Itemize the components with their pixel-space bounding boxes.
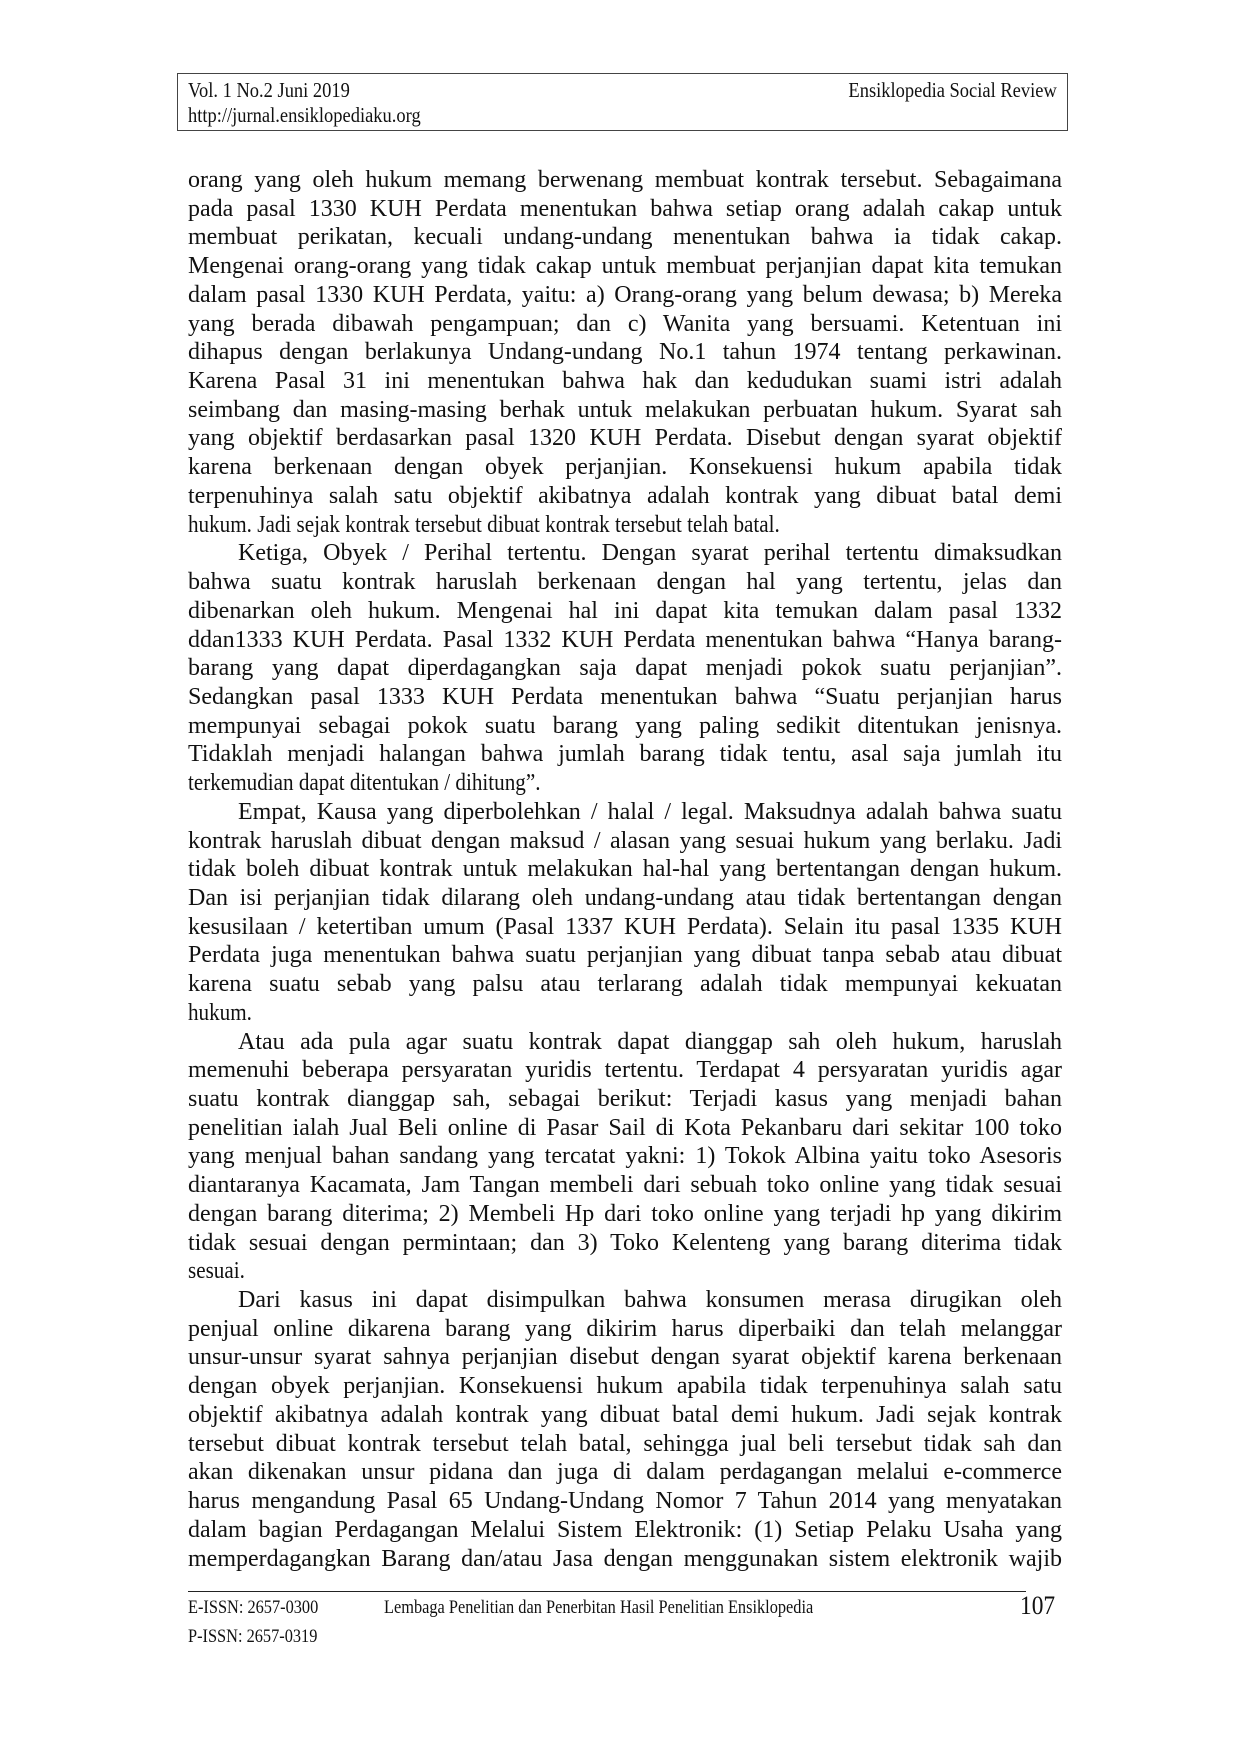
text-line [188, 195, 1062, 224]
text-line [188, 1343, 1062, 1372]
text-line [188, 1171, 1062, 1200]
text-line [188, 396, 1062, 425]
text-line [188, 252, 1062, 281]
text-line [188, 310, 1062, 339]
text-line-content: karena suatu sebab yang palsu atau terlarang adalah tidak mempunyai kekuatan [188, 971, 1062, 998]
text-line [188, 740, 1062, 769]
text-line [188, 453, 1062, 482]
text-line [188, 539, 1062, 568]
text-line-content: orang yang oleh hukum memang berwenang membuat kontrak tersebut. Sebagaimana [188, 167, 1062, 193]
footer-pissn: P-ISSN: 2657-0319 [188, 1626, 318, 1647]
text-line [188, 223, 1062, 252]
text-line [188, 1056, 1062, 1085]
text-line [188, 654, 1062, 683]
text-line-content: tersebut dibuat kontrak tersebut telah batal, sehingga jual beli tersebut tidak sah dan [188, 1430, 1062, 1457]
text-line [188, 1028, 1062, 1057]
text-line-content: penjual online dikarena barang yang dikirim harus diperbaiki dan telah melanggar [188, 1315, 1062, 1342]
text-line [188, 999, 1062, 1028]
text-line-content: Dari kasus ini dapat disimpulkan bahwa konsumen merasa dirugikan oleh [238, 1287, 1062, 1314]
text-line-content: yang berada dibawah pengampuan; dan c) Wanita yang bersuami. Ketentuan ini [188, 310, 1062, 337]
text-line [188, 482, 1062, 511]
text-line [188, 367, 1062, 396]
text-line-content: Ketiga, Obyek / Perihal tertentu. Dengan syarat perihal tertentu dimaksudkan [238, 540, 1062, 567]
text-line [188, 597, 1062, 626]
text-line-content: dengan barang diterima; 2) Membeli Hp dari toko online yang terjadi hp yang dikirim [188, 1200, 1062, 1227]
text-line-content: bahwa suatu kontrak haruslah berkenaan dengan hal yang tertentu, jelas dan [188, 569, 1062, 596]
text-line [188, 827, 1062, 856]
text-line [188, 941, 1062, 970]
text-line [188, 1458, 1062, 1487]
text-line-content: yang objektif berdasarkan pasal 1320 KUH Perdata. Disebut dengan syarat objektif [188, 425, 1062, 452]
text-line-content: terkemudian dapat ditentukan / dihitung”. [188, 770, 541, 797]
text-line-content: kontrak haruslah dibuat dengan maksud / alasan yang sesuai hukum yang berlaku. Jadi [188, 827, 1062, 854]
text-line-content: hukum. [188, 999, 252, 1026]
text-line-content: harus mengandung Pasal 65 Undang-Undang Nomor 7 Tahun 2014 yang menyatakan [188, 1488, 1062, 1515]
text-line-content: terpenuhinya salah satu objektif akibatnya adalah kontrak yang dibuat batal demi [188, 482, 1062, 509]
text-line [188, 1430, 1062, 1459]
text-line-content: memperdagangkan Barang dan/atau Jasa dengan menggunakan sistem elektronik wajib [188, 1545, 1062, 1572]
text-line [188, 798, 1062, 827]
text-line-content: unsur-unsur syarat sahnya perjanjian disebut dengan syarat objektif karena berkenaan [188, 1344, 1062, 1371]
text-line [188, 1315, 1062, 1344]
text-line-content: sesuai. [188, 1258, 245, 1285]
text-line-content: Sedangkan pasal 1333 KUH Perdata menentukan bahwa “Suatu perjanjian harus [188, 683, 1062, 710]
text-line [188, 1114, 1062, 1143]
text-line-content: Tidaklah menjadi halangan bahwa jumlah barang tidak tentu, asal saja jumlah itu [188, 741, 1062, 768]
text-line [188, 1142, 1062, 1171]
text-line-content: Karena Pasal 31 ini menentukan bahwa hak dan kedudukan suami istri adalah [188, 368, 1062, 395]
text-line [188, 884, 1062, 913]
text-line [188, 1200, 1062, 1229]
body-text [188, 166, 1062, 1573]
text-line [188, 1401, 1062, 1430]
text-line-content: dibenarkan oleh hukum. Mengenai hal ini dapat kita temukan dalam pasal 1332 [188, 597, 1062, 624]
text-line [188, 1257, 1062, 1286]
text-line [188, 1286, 1062, 1315]
text-line [188, 913, 1062, 942]
text-line-content: ddan1333 KUH Perdata. Pasal 1332 KUH Perdata menentukan bahwa “Hanya barang- [188, 626, 1062, 653]
text-line-content: barang yang dapat diperdagangkan saja dapat menjadi pokok suatu perjanjian”. [188, 655, 1062, 682]
journal-url: http://jurnal.ensiklopediaku.org [188, 103, 421, 127]
text-line-content: dalam pasal 1330 KUH Perdata, yaitu: a) Orang-orang yang belum dewasa; b) Mereka [188, 281, 1062, 308]
text-line-content: membuat perikatan, kecuali undang-undang menentukan bahwa ia tidak cakap. [188, 224, 1062, 251]
text-line-content: kesusilaan / ketertiban umum (Pasal 1337 KUH Perdata). Selain itu pasal 1335 KUH [188, 913, 1062, 940]
text-line [188, 970, 1062, 999]
text-line-content: Mengenai orang-orang yang tidak cakap untuk membuat perjanjian dapat kita temukan [188, 253, 1062, 280]
journal-title: Ensiklopedia Social Review [848, 78, 1057, 102]
text-line [188, 683, 1062, 712]
text-line [188, 1229, 1062, 1258]
text-line-content: tidak sesuai dengan permintaan; dan 3) Toko Kelenteng yang barang diterima tidak [188, 1229, 1062, 1256]
running-header [177, 73, 1068, 131]
text-line-content: hukum. Jadi sejak kontrak tersebut dibuat kontrak tersebut telah batal. [188, 511, 780, 538]
text-line [188, 1372, 1062, 1401]
footer-institution: Lembaga Penelitian dan Penerbitan Hasil Penelitian Ensiklopedia [384, 1597, 814, 1618]
text-line-content: akan dikenakan unsur pidana dan juga di dalam perdagangan melalui e-commerce [188, 1459, 1062, 1486]
text-line-content: Dan isi perjanjian tidak dilarang oleh undang-undang atau tidak bertentangan dengan [188, 884, 1062, 911]
text-line [188, 626, 1062, 655]
text-line [188, 166, 1062, 195]
journal-volume-issue: Vol. 1 No.2 Juni 2019 [188, 78, 350, 102]
page-number: 107 [1020, 1591, 1056, 1620]
footer-divider [188, 1591, 1026, 1592]
text-line-content: Perdata juga menentukan bahwa suatu perjanjian yang dibuat tanpa sebab atau dibuat [188, 942, 1062, 969]
text-line-content: diantaranya Kacamata, Jam Tangan membeli dari sebuah toko online yang tidak sesuai [188, 1172, 1062, 1199]
text-line-content: penelitian ialah Jual Beli online di Pasar Sail di Kota Pekanbaru dari sekitar 100 toko [188, 1114, 1062, 1141]
text-line-content: pada pasal 1330 KUH Perdata menentukan bahwa setiap orang adalah cakap untuk [188, 195, 1062, 222]
text-line-content: yang menjual bahan sandang yang tercatat yakni: 1) Tokok Albina yaitu toko Asesoris [188, 1143, 1062, 1170]
text-line-content: karena berkenaan dengan obyek perjanjian. Konsekuensi hukum apabila tidak [188, 454, 1062, 481]
text-line-content: seimbang dan masing-masing berhak untuk melakukan perbuatan hukum. Syarat sah [188, 396, 1062, 423]
text-line-content: dihapus dengan berlakunya Undang-undang No.1 tahun 1974 tentang perkawinan. [188, 339, 1062, 366]
text-line [188, 511, 1062, 540]
text-line [188, 1545, 1062, 1574]
text-line-content: mempunyai sebagai pokok suatu barang yang paling sedikit ditentukan jenisnya. [188, 712, 1062, 739]
text-line [188, 424, 1062, 453]
text-line [188, 769, 1062, 798]
text-line-content: objektif akibatnya adalah kontrak yang dibuat batal demi hukum. Jadi sejak kontrak [188, 1401, 1062, 1428]
text-line-content: Atau ada pula agar suatu kontrak dapat dianggap sah oleh hukum, haruslah [238, 1028, 1062, 1055]
text-line-content: memenuhi beberapa persyaratan yuridis tertentu. Terdapat 4 persyaratan yuridis agar [188, 1057, 1062, 1084]
text-line [188, 338, 1062, 367]
text-line [188, 281, 1062, 310]
text-line-content: dalam bagian Perdagangan Melalui Sistem Elektronik: (1) Setiap Pelaku Usaha yang [188, 1516, 1062, 1543]
text-line [188, 712, 1062, 741]
text-line [188, 1516, 1062, 1545]
footer-eissn: E-ISSN: 2657-0300 [188, 1597, 319, 1618]
text-line-content: Empat, Kausa yang diperbolehkan / halal / legal. Maksudnya adalah bahwa suatu [238, 798, 1062, 825]
text-line [188, 568, 1062, 597]
text-line [188, 855, 1062, 884]
text-line-content: dengan obyek perjanjian. Konsekuensi hukum apabila tidak terpenuhinya salah satu [188, 1373, 1062, 1400]
text-line [188, 1487, 1062, 1516]
text-line [188, 1085, 1062, 1114]
text-line-content: tidak boleh dibuat kontrak untuk melakukan hal-hal yang bertentangan dengan hukum. [188, 856, 1062, 883]
text-line-content: suatu kontrak dianggap sah, sebagai berikut: Terjadi kasus yang menjadi bahan [188, 1086, 1062, 1112]
